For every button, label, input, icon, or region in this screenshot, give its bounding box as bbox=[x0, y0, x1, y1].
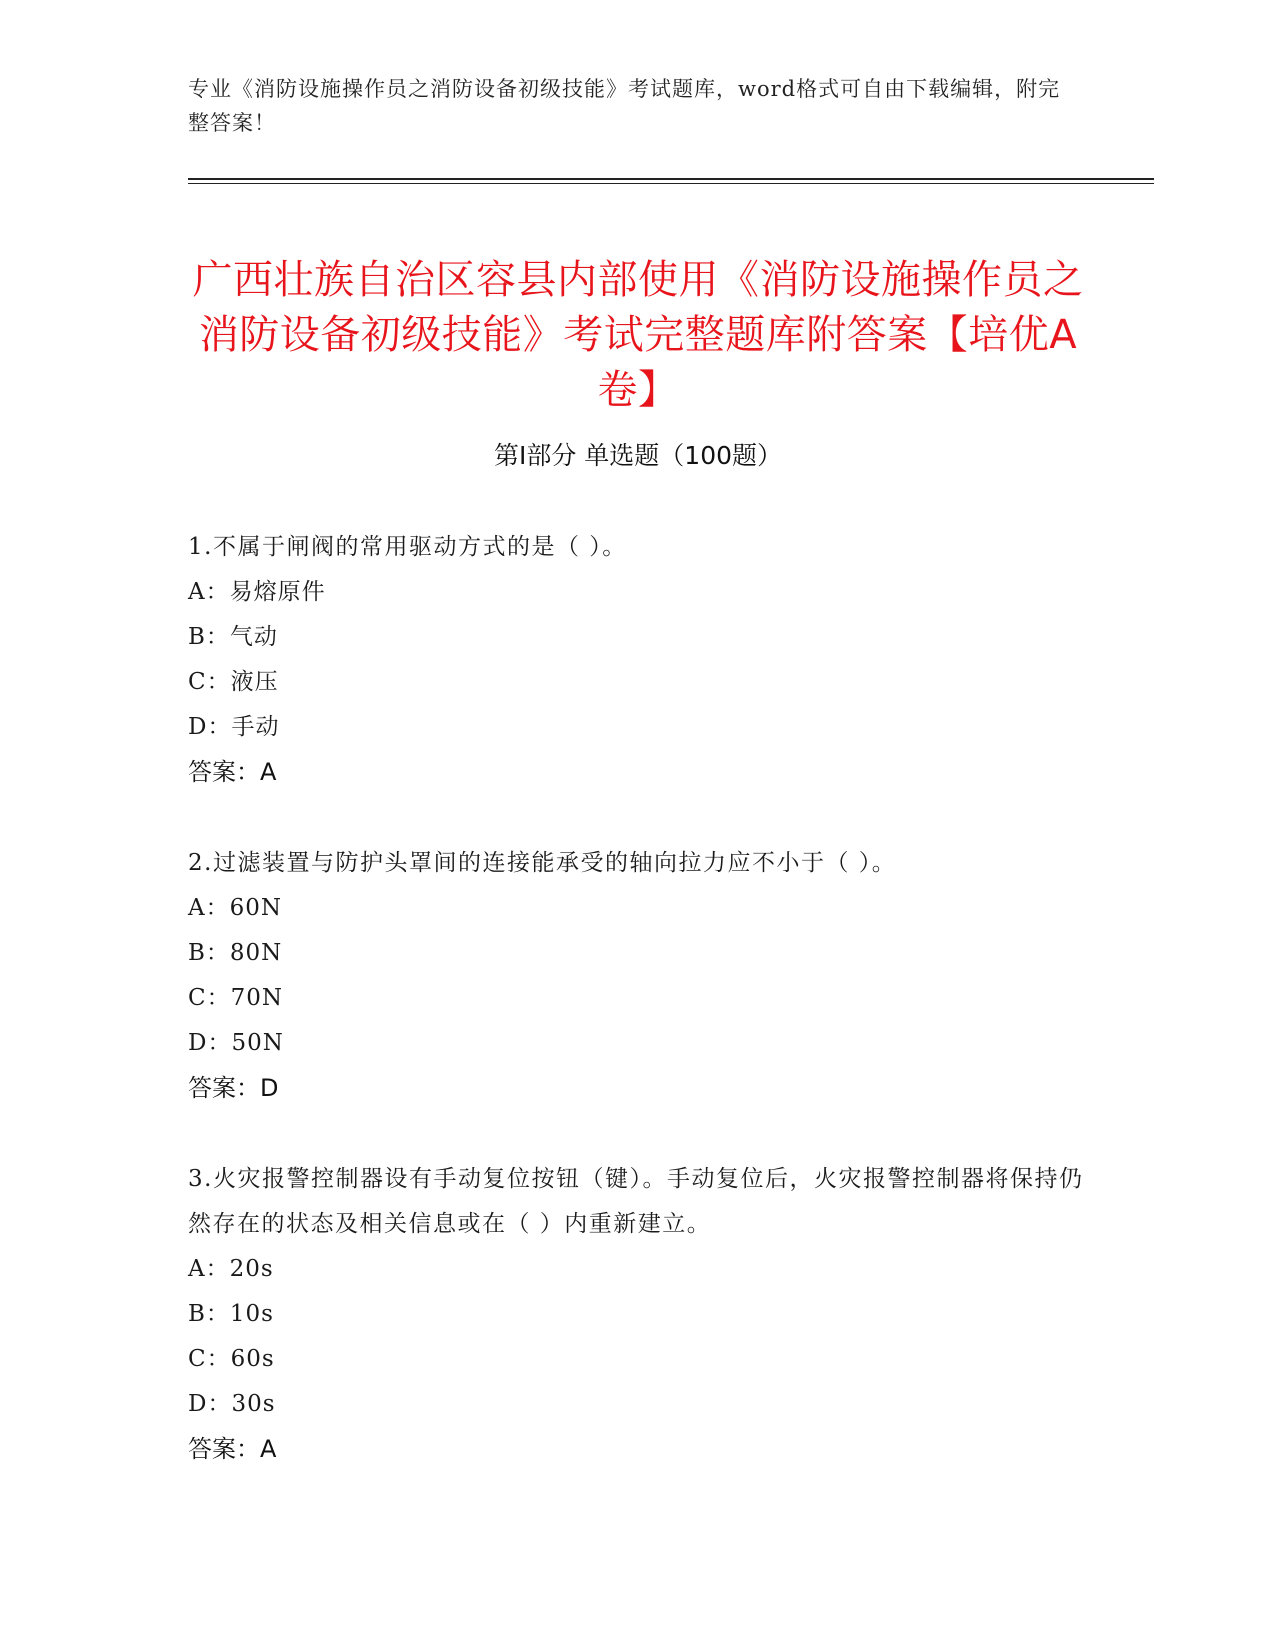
header-divider-thin bbox=[188, 183, 1154, 184]
option-d: D：50N bbox=[188, 1030, 284, 1056]
option-c: C：60s bbox=[188, 1346, 275, 1372]
question-stem: 3.火灾报警控制器设有手动复位按钮（键）。手动复位后，火灾报警控制器将保持仍然存在的状态及相关信息或在（ ）内重新建立。 bbox=[188, 1166, 1084, 1237]
header-divider-thick bbox=[188, 178, 1154, 180]
option-a: A：60N bbox=[188, 895, 283, 921]
option-c: C：液压 bbox=[188, 669, 279, 695]
option-b: B：80N bbox=[188, 940, 283, 966]
section-heading: 第Ⅰ部分 单选题（100题） bbox=[493, 441, 783, 470]
question-1 bbox=[188, 525, 1088, 795]
question-2 bbox=[188, 841, 1088, 1111]
option-a: A：20s bbox=[188, 1256, 274, 1282]
option-d: D：30s bbox=[188, 1391, 276, 1417]
answer: 答案：A bbox=[188, 1435, 277, 1463]
document-title: 广西壮族自治区容县内部使用《消防设施操作员之消防设备初级技能》考试完整题库附答案【培优A卷】 bbox=[192, 256, 1084, 413]
option-c: C：70N bbox=[188, 985, 283, 1011]
option-a: A：易熔原件 bbox=[188, 579, 326, 605]
option-d: D：手动 bbox=[188, 714, 280, 740]
option-b: B：10s bbox=[188, 1301, 274, 1327]
header-note: 专业《消防设施操作员之消防设备初级技能》考试题库，word格式可自由下载编辑，附完整答案！ bbox=[188, 77, 1061, 135]
option-b: B：气动 bbox=[188, 624, 278, 650]
question-stem: 1.不属于闸阀的常用驱动方式的是（ ）。 bbox=[188, 534, 627, 560]
answer: 答案：A bbox=[188, 758, 277, 786]
question-list bbox=[188, 525, 1088, 1518]
question-3 bbox=[188, 1157, 1088, 1472]
question-stem: 2.过滤装置与防护头罩间的连接能承受的轴向拉力应不小于（ ）。 bbox=[188, 850, 897, 876]
answer: 答案：D bbox=[188, 1074, 279, 1102]
